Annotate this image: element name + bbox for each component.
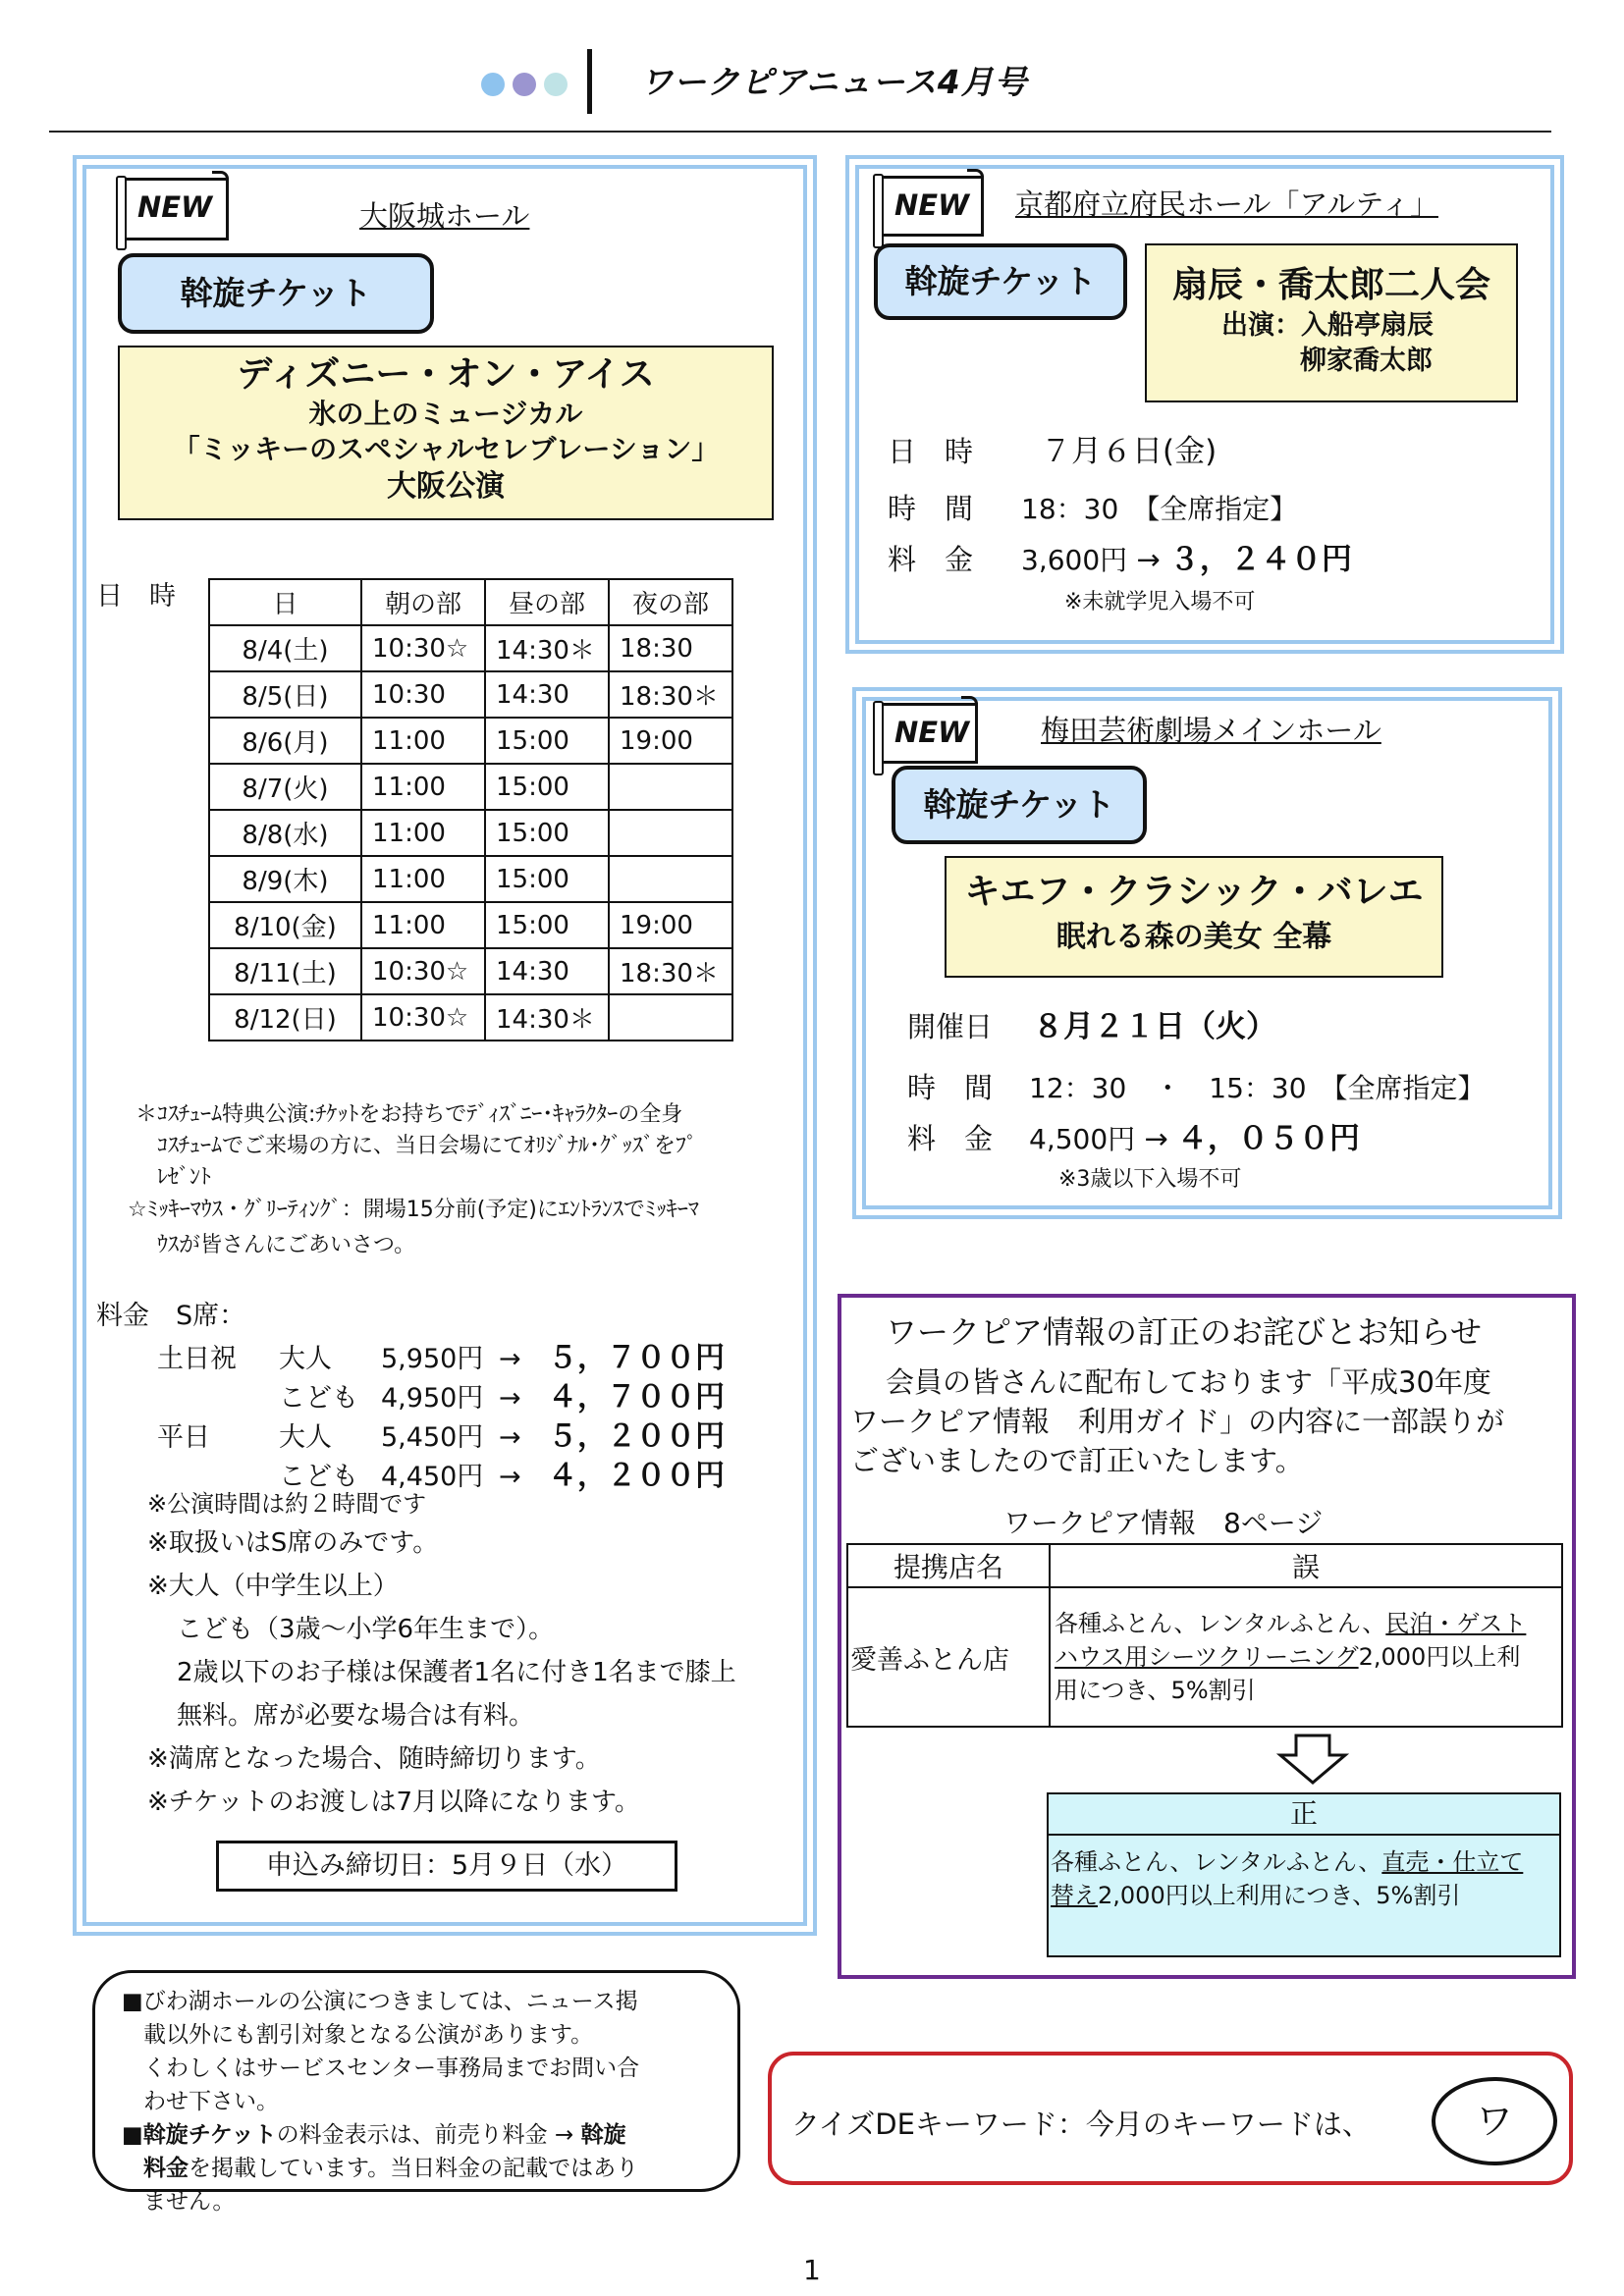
wrong-text <box>1050 1587 1562 1727</box>
table-cell: 10:30 <box>361 671 485 718</box>
note-line: ＊ｺｽﾁｭｰﾑ特典公演:ﾁｹｯﾄをお持ちでﾃﾞｨｽﾞﾆｰ･ｷｬﾗｸﾀｰの全身 <box>135 1102 683 1127</box>
header-divider <box>587 49 592 114</box>
new-tag: NEW <box>123 178 229 240</box>
text-segment: 2,000円以上利用につき、5%割引 <box>1098 1882 1461 1909</box>
table-cell: 11:00 <box>361 810 485 856</box>
table-cell: 8/6(月) <box>209 718 361 764</box>
price-arrow: → <box>499 1462 521 1492</box>
price-arrow: → <box>1136 543 1161 576</box>
table-cell: 10:30☆ <box>361 948 485 994</box>
event-subtitle: 眠れる森の美女 全幕 <box>1056 920 1332 954</box>
table-cell: 18:30＊ <box>609 948 732 994</box>
event-subtitle: 氷の上のミュージカル <box>308 398 583 430</box>
price-row <box>157 1333 725 1375</box>
table-cell: 19:00 <box>609 902 732 948</box>
event-cast: 出演：入船亭扇辰 <box>1221 310 1434 341</box>
table-header: 提携店名 <box>847 1544 1050 1587</box>
price-original: 4,450円 <box>381 1462 484 1492</box>
header-dot <box>544 73 568 96</box>
info-row <box>907 1066 1486 1113</box>
table-cell: 8/5(日) <box>209 671 361 718</box>
note-line: ※公演時間は約２時間です <box>147 1490 427 1518</box>
price-day: 土日祝 <box>157 1344 237 1374</box>
text-segment: 用につき、5%割引 <box>1055 1677 1256 1704</box>
event-subtitle: 大阪公演 <box>387 469 505 504</box>
price-arrow: → <box>499 1422 521 1453</box>
note-line: 無料。席が必要な場合は有料。 <box>177 1701 535 1731</box>
datetime-label: 日 時 <box>96 581 176 612</box>
event-subtitle: 「ミッキーのスペシャルセレブレーション」 <box>172 433 720 465</box>
note-line: ※満席となった場合、随時締切ります。 <box>147 1744 601 1774</box>
page-title: ワークピアニュース4月号 <box>640 63 1028 101</box>
table-row <box>209 994 732 1041</box>
header-rule <box>49 131 1551 133</box>
text-segment: 各種ふとん、レンタルふとん、 <box>1051 1848 1382 1876</box>
note-line: ■びわ湖ホールの公演につきましては、ニュース掲 <box>122 1989 638 2014</box>
deadline-box: 申込み締切日：5月９日（水） <box>216 1841 677 1892</box>
price-label: 料金 S席： <box>96 1301 246 1331</box>
text-segment: 民泊・ゲスト <box>1385 1610 1527 1637</box>
ticket-label: 斡旋チケット <box>118 253 434 334</box>
age-note: ※3歳以下入場不可 <box>1058 1167 1242 1192</box>
note-line: くわしくはサービスセンター事務局までお問い合 <box>143 2056 640 2081</box>
text-segment: 直売・仕立て <box>1381 1848 1524 1876</box>
table-cell: 11:00 <box>361 902 485 948</box>
table-cell: 19:00 <box>609 718 732 764</box>
text-segment: 料金 <box>143 2156 189 2181</box>
price-discount: ５，７００円 <box>548 1341 725 1375</box>
table-row <box>209 718 732 764</box>
correct-heading: 正 <box>1049 1794 1559 1836</box>
event-notes <box>147 1486 805 1824</box>
table-row <box>209 810 732 856</box>
quiz-text: クイズDEキーワード：今月のキーワードは、 <box>791 2108 1371 2141</box>
header-dot <box>513 73 536 96</box>
note-line: 2歳以下のお子様は保護者1名に付き1名まで膝上 <box>177 1658 736 1687</box>
price-discount: ４，０５０円 <box>1176 1121 1360 1156</box>
price-original: 4,950円 <box>381 1383 484 1414</box>
correct-text <box>1049 1836 1559 1922</box>
page-reference: ワークピア情報 8ページ <box>1003 1507 1324 1539</box>
table-cell <box>609 764 732 810</box>
price-audience: 大人 <box>279 1422 332 1453</box>
event-title: キエフ・クラシック・バレエ <box>964 872 1424 912</box>
quiz-keyword: ワ <box>1432 2077 1557 2165</box>
price-discount: ３，２４０円 <box>1168 542 1352 577</box>
price-row <box>157 1451 725 1493</box>
note-line <box>122 2118 721 2152</box>
text-segment: 斡旋チケット <box>142 2122 277 2148</box>
table-cell <box>609 856 732 902</box>
table-cell: 8/7(火) <box>209 764 361 810</box>
ticket-label: 斡旋チケット <box>892 766 1147 844</box>
text-segment: ■ <box>122 2122 143 2148</box>
event-title-box <box>1145 243 1518 402</box>
info-row <box>907 1001 1486 1066</box>
note-line: ※大人（中学生以上） <box>147 1572 399 1601</box>
info-value: 18：30 【全席指定】 <box>1021 493 1298 525</box>
correction-body <box>850 1362 1567 1480</box>
info-value: ７月６日(金) <box>1041 434 1218 469</box>
price-original: 4,500円 <box>1029 1123 1136 1155</box>
note-line: 載以外にも割引対象となる公演があります。 <box>143 2022 594 2048</box>
price-arrow: → <box>499 1383 521 1414</box>
info-label: 時 間 <box>907 1071 994 1104</box>
table-cell: 8/10(金) <box>209 902 361 948</box>
info-label: 料 金 <box>888 543 974 576</box>
table-cell: 11:00 <box>361 856 485 902</box>
note-line: ※チケットのお渡しは7月以降になります。 <box>147 1788 640 1817</box>
price-audience: こども <box>279 1383 358 1414</box>
table-cell: 11:00 <box>361 718 485 764</box>
event-title: ディズニー・オン・アイス <box>237 354 655 395</box>
table-cell: 15:00 <box>485 718 609 764</box>
table-cell: 15:00 <box>485 902 609 948</box>
note-line <box>122 2152 721 2185</box>
text-segment: の料金表示は、前売り料金 → <box>276 2122 581 2148</box>
price-original: 5,450円 <box>381 1422 484 1453</box>
text-segment: ハウス用シーツクリーニング <box>1055 1643 1359 1671</box>
table-header: 朝の部 <box>361 579 485 625</box>
store-name: 愛善ふとん店 <box>847 1587 1050 1727</box>
table-cell: 8/8(水) <box>209 810 361 856</box>
table-row <box>209 625 732 671</box>
price-original: 3,600円 <box>1021 544 1128 576</box>
table-header: 日 <box>209 579 361 625</box>
text-segment: 替え <box>1051 1882 1098 1909</box>
schedule-table <box>208 578 733 1041</box>
venue-name: 梅田芸術劇場メインホール <box>1041 714 1381 747</box>
table-cell: 14:30 <box>485 948 609 994</box>
price-row <box>157 1412 725 1454</box>
schedule-table-wrap <box>208 578 733 1041</box>
table-header: 昼の部 <box>485 579 609 625</box>
price-discount: ４，２００円 <box>548 1459 725 1493</box>
price-day: 平日 <box>157 1422 210 1453</box>
venue-name: 京都府立府民ホール「アルティ」 <box>1015 187 1438 221</box>
header-dot <box>481 73 505 96</box>
table-row <box>209 948 732 994</box>
footer-note-text <box>122 1985 721 2218</box>
costume-note <box>135 1099 803 1194</box>
price-audience: 大人 <box>279 1344 332 1374</box>
table-row <box>209 902 732 948</box>
price-discount: ５，２００円 <box>548 1419 725 1454</box>
note-line: ません。 <box>143 2189 236 2215</box>
table-cell: 14:30＊ <box>485 625 609 671</box>
text-segment: 2,000円以上利 <box>1358 1643 1521 1671</box>
table-cell: 18:30＊ <box>609 671 732 718</box>
table-cell: 10:30☆ <box>361 994 485 1041</box>
new-tag: NEW <box>880 176 984 237</box>
wrong-table-wrap <box>846 1543 1563 1728</box>
price-row <box>157 1372 725 1415</box>
info-label: 日 時 <box>888 435 974 468</box>
table-cell: 15:00 <box>485 856 609 902</box>
text-segment: 各種ふとん、レンタルふとん、 <box>1055 1610 1386 1637</box>
greeting-note <box>128 1193 805 1263</box>
page-number: 1 <box>803 2254 821 2286</box>
table-header: 夜の部 <box>609 579 732 625</box>
table-cell: 10:30☆ <box>361 625 485 671</box>
text-segment: を掲載しています。当日料金の記載ではあり <box>189 2156 639 2181</box>
body-line: ワークピア情報 利用ガイド」の内容に一部誤りが <box>850 1405 1505 1438</box>
price-arrow: → <box>499 1344 521 1374</box>
price-arrow: → <box>1144 1122 1168 1155</box>
table-row <box>209 764 732 810</box>
info-label: 開催日 <box>907 1010 994 1043</box>
table-header: 誤 <box>1050 1544 1562 1587</box>
event-info <box>888 426 1352 577</box>
table-cell: 14:30＊ <box>485 994 609 1041</box>
body-line: 会員の皆さんに配布しております「平成30年度 <box>886 1365 1491 1399</box>
table-cell: 15:00 <box>485 810 609 856</box>
event-cast: 柳家喬太郎 <box>1300 346 1433 376</box>
event-title-box <box>118 346 774 520</box>
event-title: 扇辰・喬太郎二人会 <box>1171 265 1490 305</box>
note-line: ｳｽが皆さんにごあいさつ。 <box>157 1233 416 1257</box>
table-cell <box>609 810 732 856</box>
info-label: 時 間 <box>888 492 974 525</box>
info-row <box>888 534 1352 577</box>
info-row <box>907 1113 1486 1156</box>
correction-heading: ワークピア情報の訂正のお詫びとお知らせ <box>886 1313 1483 1351</box>
note-line: こども（3歳～小学6年生まで）。 <box>177 1615 555 1644</box>
body-line: ございましたので訂正いたします。 <box>850 1444 1304 1477</box>
age-note: ※未就学児入場不可 <box>1064 590 1256 614</box>
event-info <box>907 1001 1486 1156</box>
table-cell: 8/4(土) <box>209 625 361 671</box>
wrong-table <box>846 1543 1563 1728</box>
table-row <box>209 671 732 718</box>
info-label: 料 金 <box>907 1122 994 1155</box>
note-line: ｺｽﾁｭｰﾑでご来場の方に、当日会場にてｵﾘｼﾞﾅﾙ･ｸﾞｯｽﾞをﾌﾟ <box>157 1134 698 1158</box>
table-cell: 11:00 <box>361 764 485 810</box>
text-segment: 斡旋 <box>580 2122 626 2148</box>
price-audience: こども <box>279 1462 358 1492</box>
table-cell: 8/12(日) <box>209 994 361 1041</box>
table-cell: 8/9(木) <box>209 856 361 902</box>
note-line: ﾚｾﾞﾝﾄ <box>157 1165 212 1190</box>
new-tag: NEW <box>880 703 978 764</box>
info-row <box>888 487 1352 534</box>
price-original: 5,950円 <box>381 1344 484 1374</box>
table-cell: 15:00 <box>485 764 609 810</box>
table-cell: 14:30 <box>485 671 609 718</box>
table-cell: 8/11(土) <box>209 948 361 994</box>
venue-name: 大阪城ホール <box>359 199 530 233</box>
info-value: ８月２１日（火） <box>1033 1009 1276 1044</box>
ticket-label: 斡旋チケット <box>874 243 1127 320</box>
table-cell <box>609 994 732 1041</box>
event-title-box <box>945 856 1443 978</box>
correct-box <box>1047 1792 1561 1957</box>
note-line: わせ下さい。 <box>143 2089 279 2114</box>
price-discount: ４，７００円 <box>548 1380 725 1415</box>
down-arrow-icon <box>1276 1734 1349 1785</box>
note-line: ※取扱いはS席のみです。 <box>147 1528 439 1558</box>
table-row <box>209 856 732 902</box>
price-list <box>157 1333 725 1493</box>
note-line: ☆ﾐｯｷｰﾏｳｽ・ｸﾞﾘｰﾃｨﾝｸﾞ：開場15分前(予定)にｴﾝﾄﾗﾝｽでﾐｯｷｰﾏ <box>128 1198 699 1222</box>
table-cell: 18:30 <box>609 625 732 671</box>
info-value: 12：30 ・ 15：30 【全席指定】 <box>1029 1072 1486 1104</box>
info-row <box>888 426 1352 487</box>
